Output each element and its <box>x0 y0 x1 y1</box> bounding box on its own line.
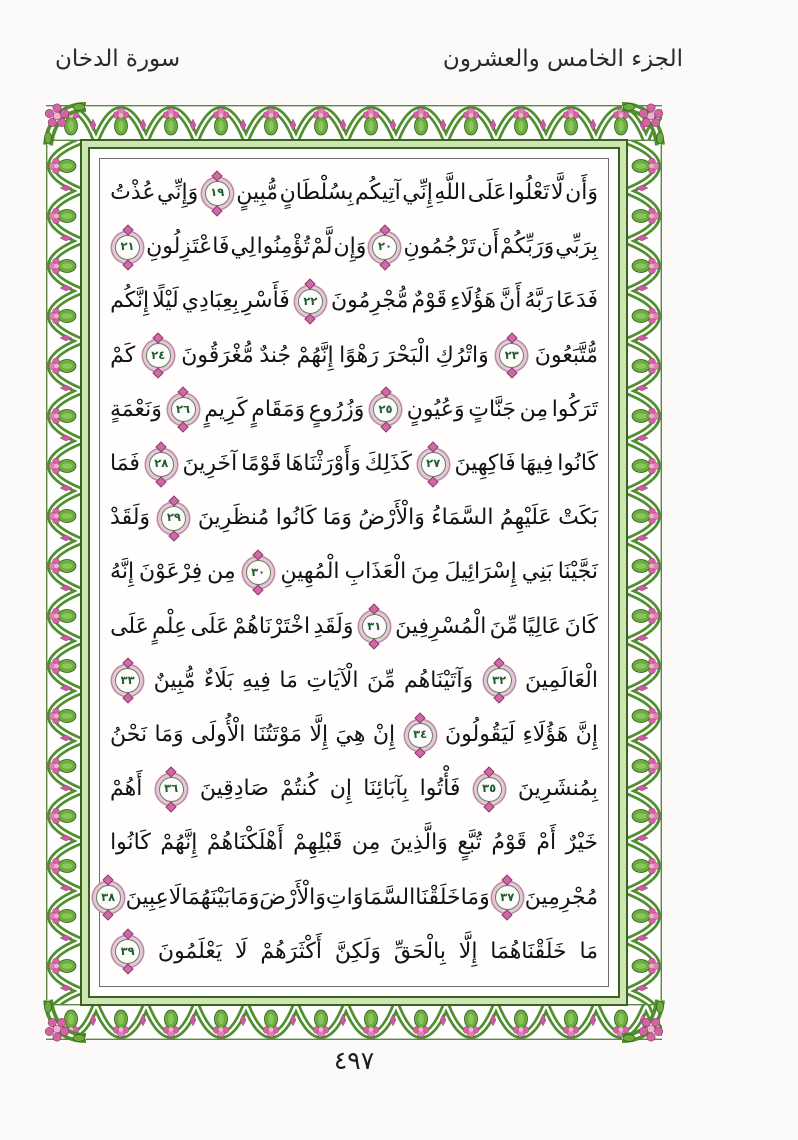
quran-word: لَاعِبِينَ <box>125 884 182 910</box>
quran-word: الْآيَاتِ <box>306 667 359 693</box>
ayah-end-marker: ٢٣ <box>499 343 524 368</box>
quran-line <box>110 492 598 544</box>
quran-word: إِنَّهُ <box>110 559 135 585</box>
quran-word: أَهْلَكْنَاهُمْ <box>206 830 284 856</box>
quran-word: إِنَّهُمْ <box>160 830 198 856</box>
quran-word: خَلَقْنَا <box>415 884 461 910</box>
quran-word: وَمَقَامٍ <box>251 396 306 422</box>
quran-word: كَرِيمٍ <box>204 396 248 422</box>
quran-word: قَوْمُ <box>491 830 527 856</box>
quran-word: إِن <box>329 776 353 802</box>
quran-word: وَاتْرُكِ <box>435 342 489 368</box>
quran-word: كَانُوا <box>557 451 598 477</box>
quran-word: بِالْحَقِّ <box>393 938 446 964</box>
quran-word: لَيْلًا <box>152 288 179 314</box>
quran-word: عَلَيْهِمُ <box>499 505 552 531</box>
quran-word: وَإِن <box>333 234 367 260</box>
quran-word: آخَرِينَ <box>182 451 238 477</box>
ayah-end-marker: ٢٧ <box>421 452 446 477</box>
ayah-end-marker: ٣٦ <box>159 777 184 802</box>
quran-word: مَا <box>279 667 298 693</box>
quran-word: بِعِبَادِي <box>181 288 239 314</box>
ayah-end-marker: ٣٠ <box>246 560 271 585</box>
quran-word: كَانَ <box>564 613 598 639</box>
inner-frame-inner-line <box>88 147 620 998</box>
quran-word: فَدَعَا <box>556 288 598 314</box>
quran-word: إِنَّ <box>575 722 598 748</box>
quran-word: مُّبِينٍ <box>236 180 279 205</box>
quran-line <box>110 221 598 273</box>
quran-word: تَرَكُوا <box>551 396 598 422</box>
quran-word: إِسْرَائِيلَ <box>444 559 517 585</box>
ayah-end-marker: ٣٢ <box>487 668 512 693</box>
quran-word: عَلَى <box>110 613 149 639</box>
quran-line <box>101 872 598 924</box>
quran-word: وَمَا <box>154 722 184 748</box>
quran-word: وَإِنِّي <box>157 180 199 205</box>
quran-word: عَلَى <box>467 180 507 205</box>
quran-word: فَاعْتَزِلُونِ <box>146 234 230 260</box>
quran-word: مَا <box>579 938 598 964</box>
quran-text-area <box>99 158 609 987</box>
quran-word: وَعُيُونٍ <box>406 396 465 422</box>
quran-line <box>110 817 598 869</box>
quran-word: الْعَذَابِ <box>344 559 407 585</box>
quran-line <box>110 167 598 219</box>
ayah-end-marker: ٢١ <box>115 235 140 260</box>
quran-word: الْأُولَى <box>191 722 246 748</box>
quran-word: بِآبَائِنَا <box>363 776 409 802</box>
quran-word: مِن <box>207 559 236 585</box>
quran-word: مُّتَّبَعُونَ <box>534 342 598 368</box>
quran-line <box>110 709 598 761</box>
quran-word: لَا <box>235 938 248 964</box>
quran-word: الْمُسْرِفِينَ <box>395 613 487 639</box>
quran-word: إِنَّهُمْ <box>296 342 334 368</box>
quran-word: بَنِي <box>521 559 553 585</box>
quran-word: لَّا <box>551 180 564 205</box>
quran-word: إِنَّكُم <box>110 288 150 314</box>
quran-word: عُذْتُ <box>110 180 156 205</box>
quran-word: الْعَالَمِينَ <box>525 667 598 693</box>
quran-word: آتِيكُم <box>355 180 401 205</box>
quran-word: تُبَّعٍ <box>457 830 482 856</box>
quran-word: مِّنَ <box>489 613 519 639</box>
quran-word: نَحْنُ <box>110 722 148 748</box>
ayah-end-marker: ٢٨ <box>149 452 174 477</box>
ayah-end-marker: ٢٠ <box>372 235 397 260</box>
quran-word: عَلَى <box>190 613 230 639</box>
quran-word: مُنظَرِينَ <box>197 505 270 531</box>
ayah-end-marker: ٣٥ <box>477 777 502 802</box>
quran-word: وَمَا <box>322 505 352 531</box>
quran-word: كَانُوا <box>110 830 151 856</box>
quran-word: وَأَن <box>565 180 598 205</box>
quran-word: وَلَكِنَّ <box>334 938 382 964</box>
quran-word: أَكْثَرَهُمْ <box>260 938 322 964</box>
quran-line <box>110 330 598 382</box>
quran-word: وَالْأَرْضَ <box>259 884 326 910</box>
quran-word: هِيَ <box>335 722 366 748</box>
quran-word: جَنَّاتٍ <box>468 396 516 422</box>
quran-word: فِيهِ <box>241 667 271 693</box>
surah-title: سورة الدخان <box>55 46 181 72</box>
quran-word: نَجَّيْنَا <box>557 559 598 585</box>
quran-line <box>110 275 598 327</box>
quran-word: بَكَتْ <box>558 505 598 531</box>
ayah-end-marker: ٣١ <box>362 614 387 639</box>
quran-word: بِمُنشَرِينَ <box>517 776 598 802</box>
quran-word: وَمَا <box>230 884 260 910</box>
quran-word: وَلَقَدِ <box>313 613 354 639</box>
quran-word: مُّغْرَقُونَ <box>181 342 254 368</box>
quran-word: مُجْرِمِينَ <box>524 884 598 910</box>
decorative-frame <box>46 105 662 1040</box>
inner-frame-outer-line <box>80 139 628 1006</box>
quran-word: كُنتُمْ <box>280 776 319 802</box>
quran-word: كَمْ <box>110 342 136 368</box>
quran-word: وَآتَيْنَاهُم <box>404 667 474 693</box>
ayah-end-marker: ٣٣ <box>115 668 140 693</box>
quran-word: كَذَلِكَ <box>364 451 412 477</box>
quran-line <box>110 438 598 490</box>
quran-word: لَيَقُولُونَ <box>444 722 516 748</box>
quran-word: الْمُهِينِ <box>280 559 340 585</box>
quran-line <box>110 546 598 598</box>
border-ornament-bottom-icon <box>46 1004 662 1040</box>
quran-word: فِيهَا <box>519 451 554 477</box>
quran-word: بَيْنَهُمَا <box>181 884 231 910</box>
quran-word: قَوْمًا <box>240 451 282 477</box>
quran-word: إِلَّا <box>458 938 478 964</box>
quran-word: رَبَّهُ <box>524 288 553 314</box>
quran-word: كَانُوا <box>275 505 317 531</box>
quran-word: عِلْمٍ <box>152 613 188 639</box>
quran-word: وَرَبِّكُمْ <box>500 234 555 260</box>
quran-word: فَأْتُوا <box>419 776 461 802</box>
quran-word: وَنَعْمَةٍ <box>110 396 162 422</box>
border-ornament-left-icon <box>46 141 82 1004</box>
quran-word: تُؤْمِنُوا <box>256 234 310 260</box>
quran-word: السَّمَاءُ <box>431 505 494 531</box>
ayah-end-marker: ٣٤ <box>408 723 433 748</box>
quran-word: اللَّهِ <box>434 180 467 205</box>
quran-word: إِنِّي <box>402 180 433 205</box>
quran-word: هَؤُلَاءِ <box>450 288 496 314</box>
quran-line <box>110 601 598 653</box>
quran-word: خَلَقْنَاهُمَا <box>490 938 567 964</box>
ayah-end-marker: ٢٦ <box>171 397 196 422</box>
border-ornament-top-icon <box>46 105 662 141</box>
quran-word: مُّبِينٌ <box>153 667 196 693</box>
quran-word: مِن <box>519 396 549 422</box>
inner-frame-green-band <box>82 141 626 1004</box>
quran-word: تَعْلُوا <box>508 180 550 205</box>
quran-line <box>110 763 598 815</box>
ayah-end-marker: ٢٤ <box>146 343 171 368</box>
quran-line <box>110 384 598 436</box>
quran-word: لِي <box>230 234 256 260</box>
juz-title: الجزء الخامس والعشرون <box>442 46 683 72</box>
quran-word: قَبْلِهِمْ <box>293 830 343 856</box>
border-ornament-right-icon <box>626 141 662 1004</box>
quran-word: تَرْجُمُونِ <box>403 234 476 260</box>
quran-word: اخْتَرْنَاهُمْ <box>232 613 311 639</box>
quran-word: أَن <box>476 234 499 260</box>
quran-word: جُندٌ <box>259 342 292 368</box>
quran-word: رَهْوًا <box>339 342 379 368</box>
quran-word: وَلَقَدْ <box>110 505 151 531</box>
quran-word: الْبَحْرَ <box>384 342 431 368</box>
quran-word: صَادِقِينَ <box>199 776 269 802</box>
quran-word: مِنَ <box>411 559 440 585</box>
quran-word: بَلَاءٌ <box>203 667 234 693</box>
quran-word: هَؤُلَاءِ <box>522 722 569 748</box>
quran-line <box>110 926 598 978</box>
quran-word: مُّجْرِمُونَ <box>330 288 409 314</box>
quran-word: بِسُلْطَانٍ <box>279 180 354 205</box>
ayah-end-marker: ٢٩ <box>161 506 186 531</box>
quran-word: فَأَسْرِ <box>242 288 290 314</box>
quran-word: مِّنَ <box>367 667 396 693</box>
quran-word: قَوْمٌ <box>411 288 448 314</box>
quran-word: السَّمَاوَاتِ <box>325 884 416 910</box>
ayah-end-marker: ٣٧ <box>495 885 520 910</box>
quran-word: إِنْ <box>372 722 396 748</box>
quran-word: وَالْأَرْضُ <box>358 505 425 531</box>
quran-word: وَمَا <box>460 884 490 910</box>
quran-word: فَاكِهِينَ <box>454 451 516 477</box>
quran-word: فَمَا <box>110 451 140 477</box>
quran-word: إِلَّا <box>309 722 329 748</box>
quran-word: عَالِيًا <box>521 613 562 639</box>
ayah-end-marker: ٢٥ <box>373 397 398 422</box>
quran-word: خَيْرٌ <box>565 830 598 856</box>
quran-word: يَعْلَمُونَ <box>157 938 223 964</box>
quran-word: وَأَوْرَثْنَاهَا <box>285 451 361 477</box>
quran-word: أَنَّ <box>499 288 522 314</box>
quran-word: أَمْ <box>536 830 557 856</box>
quran-word: أَهُمْ <box>110 776 143 802</box>
ayah-end-marker: ١٩ <box>205 181 230 206</box>
quran-word: وَزُرُوعٍ <box>308 396 365 422</box>
quran-word: فِرْعَوْنَ <box>138 559 203 585</box>
quran-word: وَالَّذِينَ <box>389 830 448 856</box>
page-number: ٤٩٧ <box>333 1046 375 1075</box>
ayah-end-marker: ٣٩ <box>115 939 140 964</box>
page-header <box>55 46 683 72</box>
quran-word: بِرَبِّي <box>555 234 598 260</box>
quran-word: لَّمْ <box>311 234 333 260</box>
ayah-end-marker: ٣٨ <box>96 885 121 910</box>
quran-line <box>110 655 598 707</box>
quran-word: مِن <box>351 830 381 856</box>
ayah-end-marker: ٢٢ <box>298 289 323 314</box>
quran-word: مَوْتَتُنَا <box>252 722 303 748</box>
